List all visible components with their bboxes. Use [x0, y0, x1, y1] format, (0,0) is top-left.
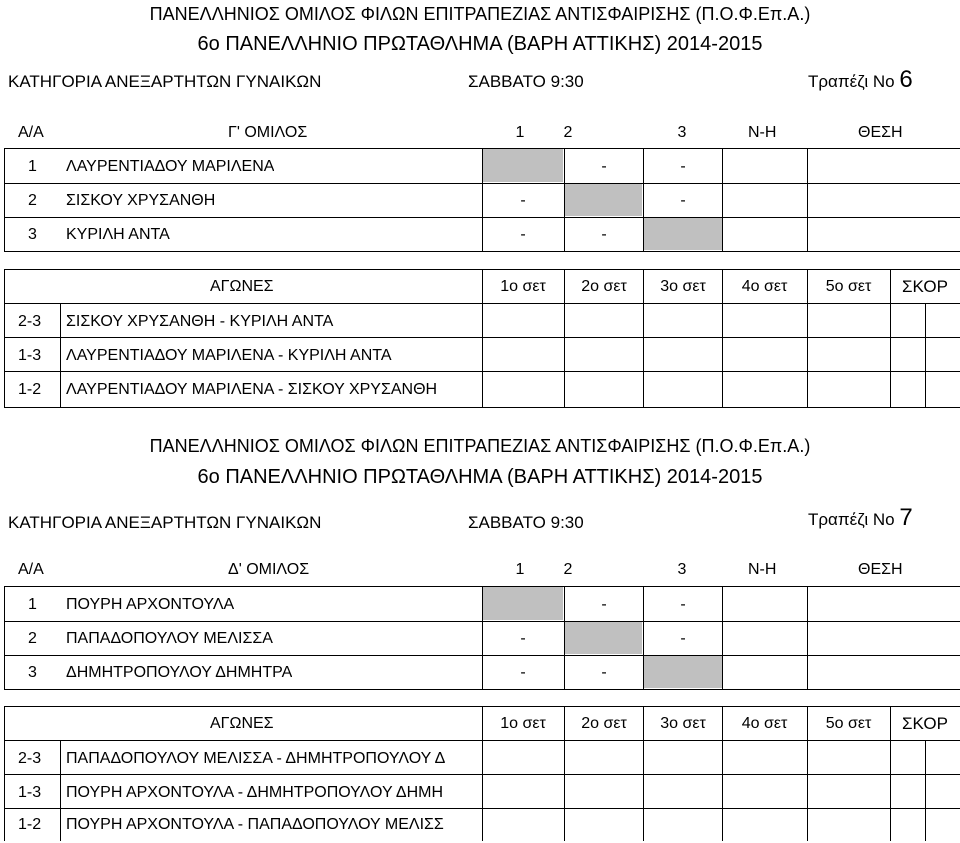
result-cell: -	[601, 664, 607, 681]
result-cell: -	[520, 630, 526, 647]
player-name: ΠΑΠΑΔΟΠΟΥΛΟΥ ΜΕΛΙΣΣΑ	[66, 630, 273, 647]
match-label: ΠΑΠΑΔΟΠΟΥΛΟΥ ΜΕΛΙΣΣΑ - ΔΗΜΗΤΡΟΠΟΥΛΟΥ Δ	[66, 750, 446, 767]
set-header-1: 1ο σετ	[500, 278, 546, 295]
match-label: ΛΑΥΡΕΝΤΙΑΔΟΥ ΜΑΡΙΛΕΝΑ - ΚΥΡΙΛΗ ΑΝΤΑ	[66, 347, 392, 364]
col-header-aa: Α/Α	[18, 124, 44, 141]
match-label: ΣΙΣΚΟΥ ΧΡΥΣΑΝΘΗ - ΚΥΡΙΛΗ ΑΝΤΑ	[66, 313, 334, 330]
set-header-1: 1ο σετ	[500, 715, 546, 732]
table-number-label: Τραπέζι Νο	[808, 510, 895, 529]
result-cell: -	[680, 596, 686, 613]
result-cell: -	[601, 158, 607, 175]
col-header-1: 1	[515, 561, 525, 578]
col-header-place: ΘΕΣΗ	[858, 561, 903, 578]
col-header-place: ΘΕΣΗ	[858, 124, 903, 141]
match-pair: 1-2	[18, 816, 42, 833]
time-label: ΣΑΒΒΑΤΟ 9:30	[468, 72, 584, 91]
result-cell: -	[520, 192, 526, 209]
col-header-1: 1	[515, 124, 525, 141]
category-label: ΚΑΤΗΓΟΡΙΑ ΑΝΕΞΑΡΤΗΤΩΝ ΓΥΝΑΙΚΩΝ	[8, 72, 322, 91]
table-number-label: Τραπέζι Νο	[808, 72, 895, 91]
matches-header: ΑΓΩΝΕΣ	[210, 715, 274, 732]
set-header-2: 2ο σετ	[581, 715, 627, 732]
player-number: 1	[28, 158, 37, 175]
col-header-aa: Α/Α	[18, 561, 44, 578]
result-cell: -	[680, 158, 686, 175]
federation-title: ΠΑΝΕΛΛΗΝΙΟΣ ΟΜΙΛΟΣ ΦΙΛΩΝ ΕΠΙΤΡΑΠΕΖΙΑΣ ΑΝΤΙΣΦΑΙΡΙΣΗΣ (Π.Ο.Φ.Επ.Α.)	[149, 4, 811, 24]
match-pair: 2-3	[18, 313, 42, 330]
self-cell	[644, 218, 722, 250]
player-number: 2	[28, 192, 37, 209]
player-name: ΣΙΣΚΟΥ ΧΡΥΣΑΝΘΗ	[66, 192, 216, 209]
result-cell: -	[680, 630, 686, 647]
result-cell: -	[680, 192, 686, 209]
col-header-group: Γ' ΟΜΙΛΟΣ	[228, 124, 308, 141]
score-header: ΣΚΟΡ	[902, 714, 948, 733]
table-number	[808, 66, 913, 94]
category-label: ΚΑΤΗΓΟΡΙΑ ΑΝΕΞΑΡΤΗΤΩΝ ΓΥΝΑΙΚΩΝ	[8, 513, 322, 532]
match-label: ΠΟΥΡΗ ΑΡΧΟΝΤΟΥΛΑ - ΠΑΠΑΔΟΠΟΥΛΟΥ ΜΕΛΙΣΣ	[66, 816, 444, 833]
player-number: 3	[28, 664, 37, 681]
self-cell	[483, 149, 563, 182]
match-pair: 2-3	[18, 750, 42, 767]
set-header-5: 5ο σετ	[825, 278, 872, 295]
table-number	[808, 504, 913, 532]
match-label: ΛΑΥΡΕΝΤΙΑΔΟΥ ΜΑΡΙΛΕΝΑ - ΣΙΣΚΟΥ ΧΡΥΣΑΝΘΗ	[66, 381, 438, 398]
player-name: ΔΗΜΗΤΡΟΠΟΥΛΟΥ ΔΗΜΗΤΡΑ	[66, 664, 293, 681]
result-cell: -	[520, 664, 526, 681]
col-header-2: 2	[563, 124, 573, 141]
col-header-group: Δ' ΟΜΙΛΟΣ	[228, 561, 310, 578]
player-name: ΛΑΥΡΕΝΤΙΑΔΟΥ ΜΑΡΙΛΕΝΑ	[66, 158, 275, 175]
match-pair: 1-3	[18, 784, 42, 801]
result-cell: -	[520, 226, 526, 243]
match-pair: 1-3	[18, 347, 42, 364]
self-cell	[483, 587, 563, 620]
col-header-3: 3	[677, 124, 687, 141]
set-header-3: 3ο σετ	[660, 278, 706, 295]
set-header-3: 3ο σετ	[660, 715, 706, 732]
player-number: 3	[28, 226, 37, 243]
result-cell: -	[601, 226, 607, 243]
championship-title: 6ο ΠΑΝΕΛΛΗΝΙΟ ΠΡΩΤΑΘΛΗΜΑ (ΒΑΡΗ ΑΤΤΙΚΗΣ) 2014-2015	[197, 33, 763, 55]
player-name: ΚΥΡΙΛΗ ΑΝΤΑ	[66, 226, 170, 243]
player-name: ΠΟΥΡΗ ΑΡΧΟΝΤΟΥΛΑ	[66, 596, 235, 613]
table-number-value: 6	[899, 66, 913, 93]
self-cell	[644, 656, 722, 688]
player-number: 1	[28, 596, 37, 613]
self-cell	[565, 622, 642, 654]
col-header-wl: Ν-Η	[748, 124, 777, 141]
championship-title: 6ο ΠΑΝΕΛΛΗΝΙΟ ΠΡΩΤΑΘΛΗΜΑ (ΒΑΡΗ ΑΤΤΙΚΗΣ) 2014-2015	[197, 466, 763, 488]
col-header-3: 3	[677, 561, 687, 578]
self-cell	[565, 184, 642, 216]
match-pair: 1-2	[18, 381, 42, 398]
federation-title: ΠΑΝΕΛΛΗΝΙΟΣ ΟΜΙΛΟΣ ΦΙΛΩΝ ΕΠΙΤΡΑΠΕΖΙΑΣ ΑΝΤΙΣΦΑΙΡΙΣΗΣ (Π.Ο.Φ.Επ.Α.)	[149, 436, 811, 456]
col-header-wl: Ν-Η	[748, 561, 777, 578]
match-label: ΠΟΥΡΗ ΑΡΧΟΝΤΟΥΛΑ - ΔΗΜΗΤΡΟΠΟΥΛΟΥ ΔΗΜΗ	[66, 784, 444, 801]
set-header-2: 2ο σετ	[581, 278, 627, 295]
set-header-4: 4ο σετ	[741, 715, 788, 732]
set-header-5: 5ο σετ	[825, 715, 872, 732]
player-number: 2	[28, 630, 37, 647]
table-number-value: 7	[899, 504, 913, 531]
matches-header: ΑΓΩΝΕΣ	[210, 278, 274, 295]
col-header-2: 2	[563, 561, 573, 578]
set-header-4: 4ο σετ	[741, 278, 788, 295]
score-header: ΣΚΟΡ	[902, 277, 948, 296]
result-cell: -	[601, 596, 607, 613]
time-label: ΣΑΒΒΑΤΟ 9:30	[468, 513, 584, 532]
